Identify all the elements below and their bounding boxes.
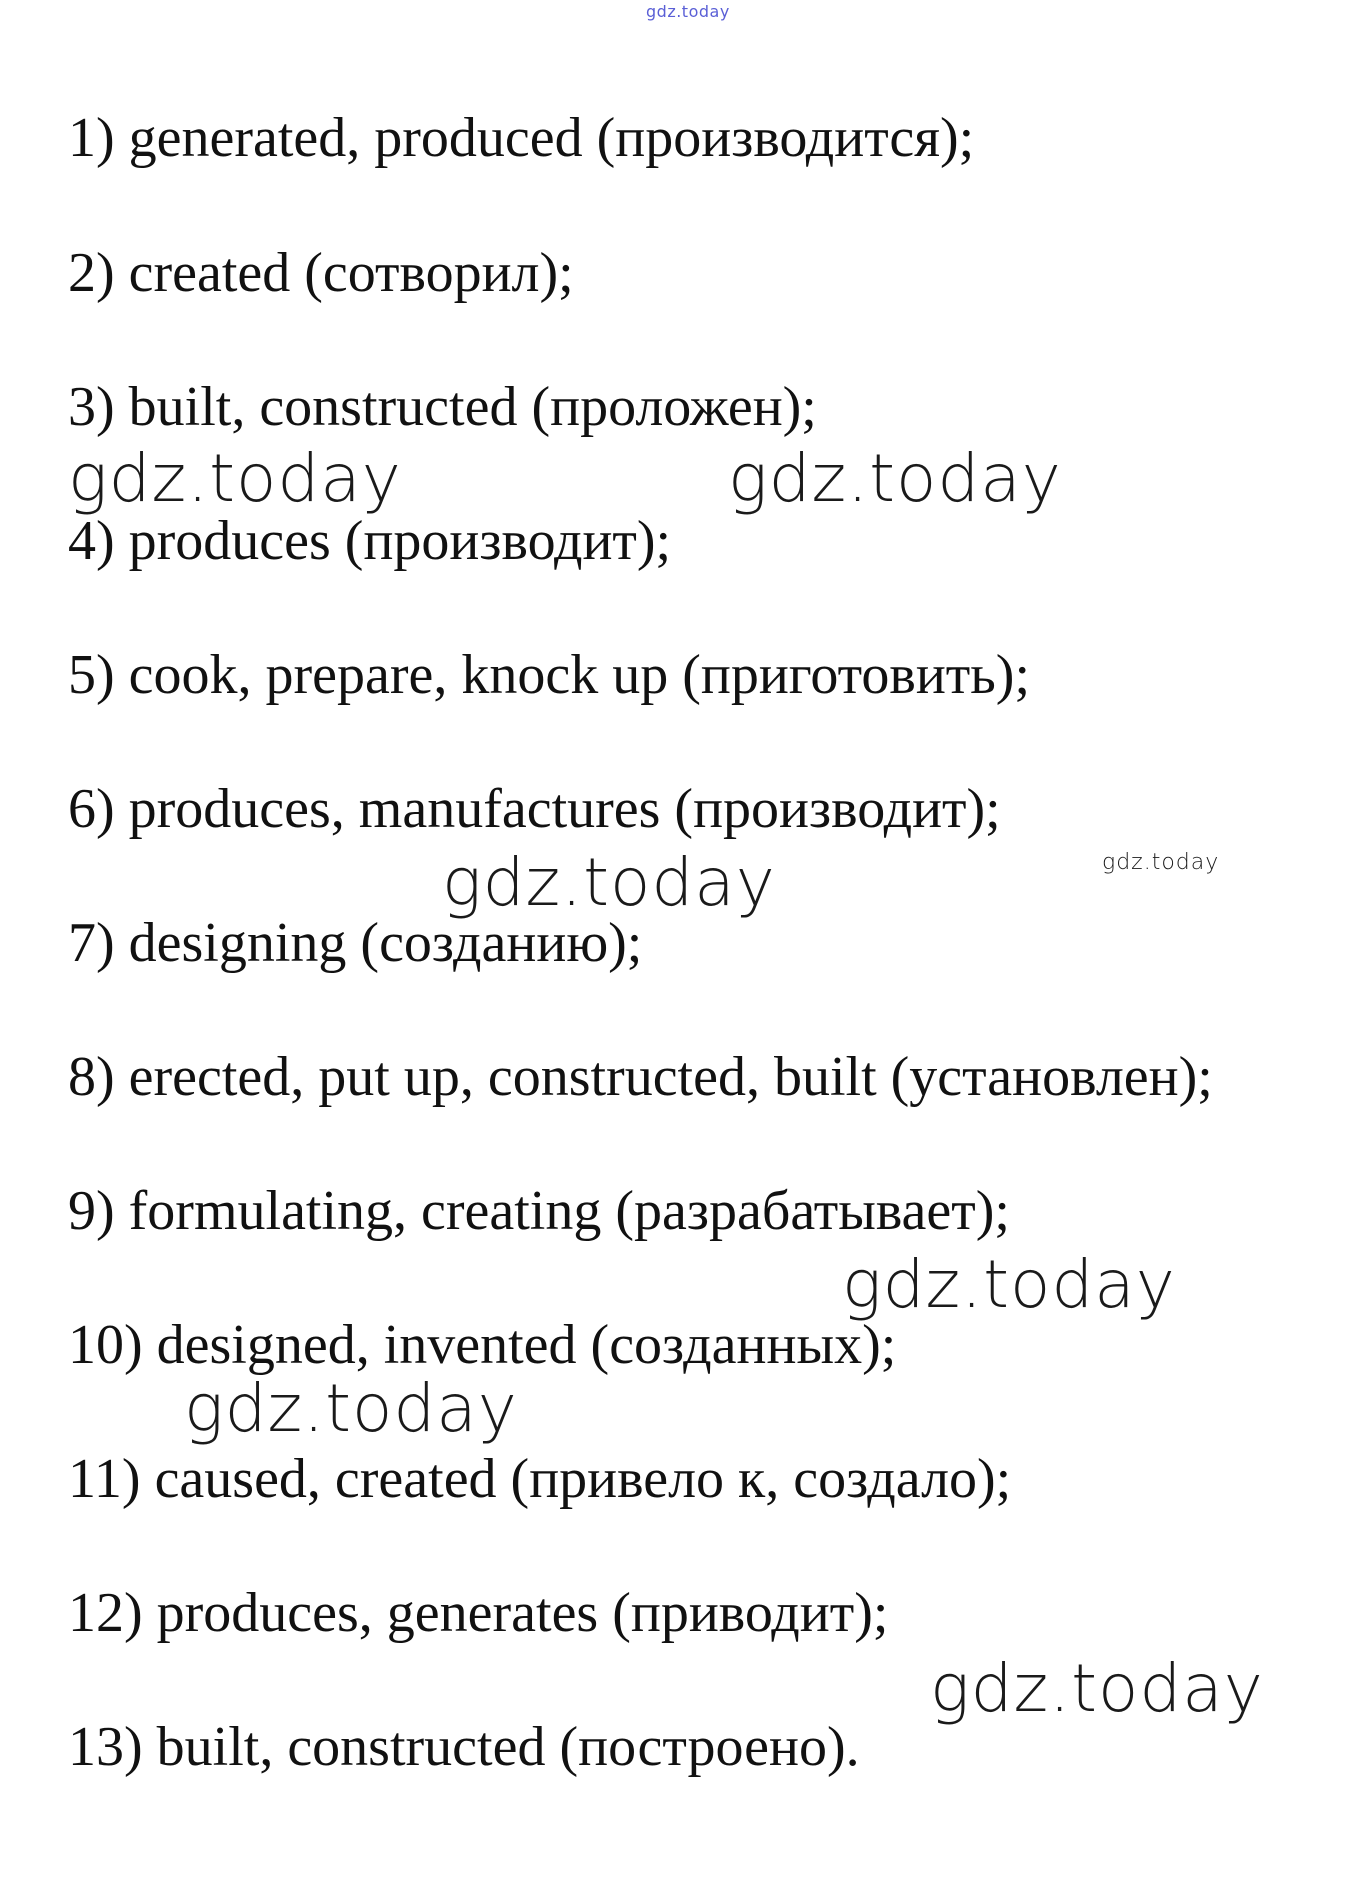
answer-line-10: 10) designed, invented (созданных); <box>68 1314 897 1376</box>
answer-line-12: 12) produces, generates (приводит); <box>68 1582 889 1644</box>
watermark: gdz.today <box>68 440 402 517</box>
watermark: gdz.today <box>728 440 1062 517</box>
top-watermark: gdz.today <box>646 2 730 21</box>
answer-line-3: 3) built, constructed (проложен); <box>68 376 817 438</box>
watermark: gdz.today <box>184 1370 518 1447</box>
answer-line-11: 11) caused, created (привело к, создало); <box>68 1448 1012 1510</box>
answer-line-2: 2) created (сотворил); <box>68 242 574 304</box>
watermark: gdz.today <box>930 1650 1264 1727</box>
answer-line-5: 5) cook, prepare, knock up (приготовить); <box>68 644 1031 706</box>
answer-line-8: 8) erected, put up, constructed, built (установлен); <box>68 1046 1213 1108</box>
answer-line-7: 7) designing (созданию); <box>68 912 643 974</box>
watermark: gdz.today <box>1102 850 1220 875</box>
watermark: gdz.today <box>842 1246 1176 1323</box>
answer-line-6: 6) produces, manufactures (производит); <box>68 778 1001 840</box>
answer-line-9: 9) formulating, creating (разрабатывает); <box>68 1180 1010 1242</box>
answer-line-1: 1) generated, produced (производится); <box>68 107 975 169</box>
answer-line-4: 4) produces (производит); <box>68 510 672 572</box>
answer-line-13: 13) built, constructed (построено). <box>68 1716 860 1778</box>
watermark: gdz.today <box>442 844 776 921</box>
